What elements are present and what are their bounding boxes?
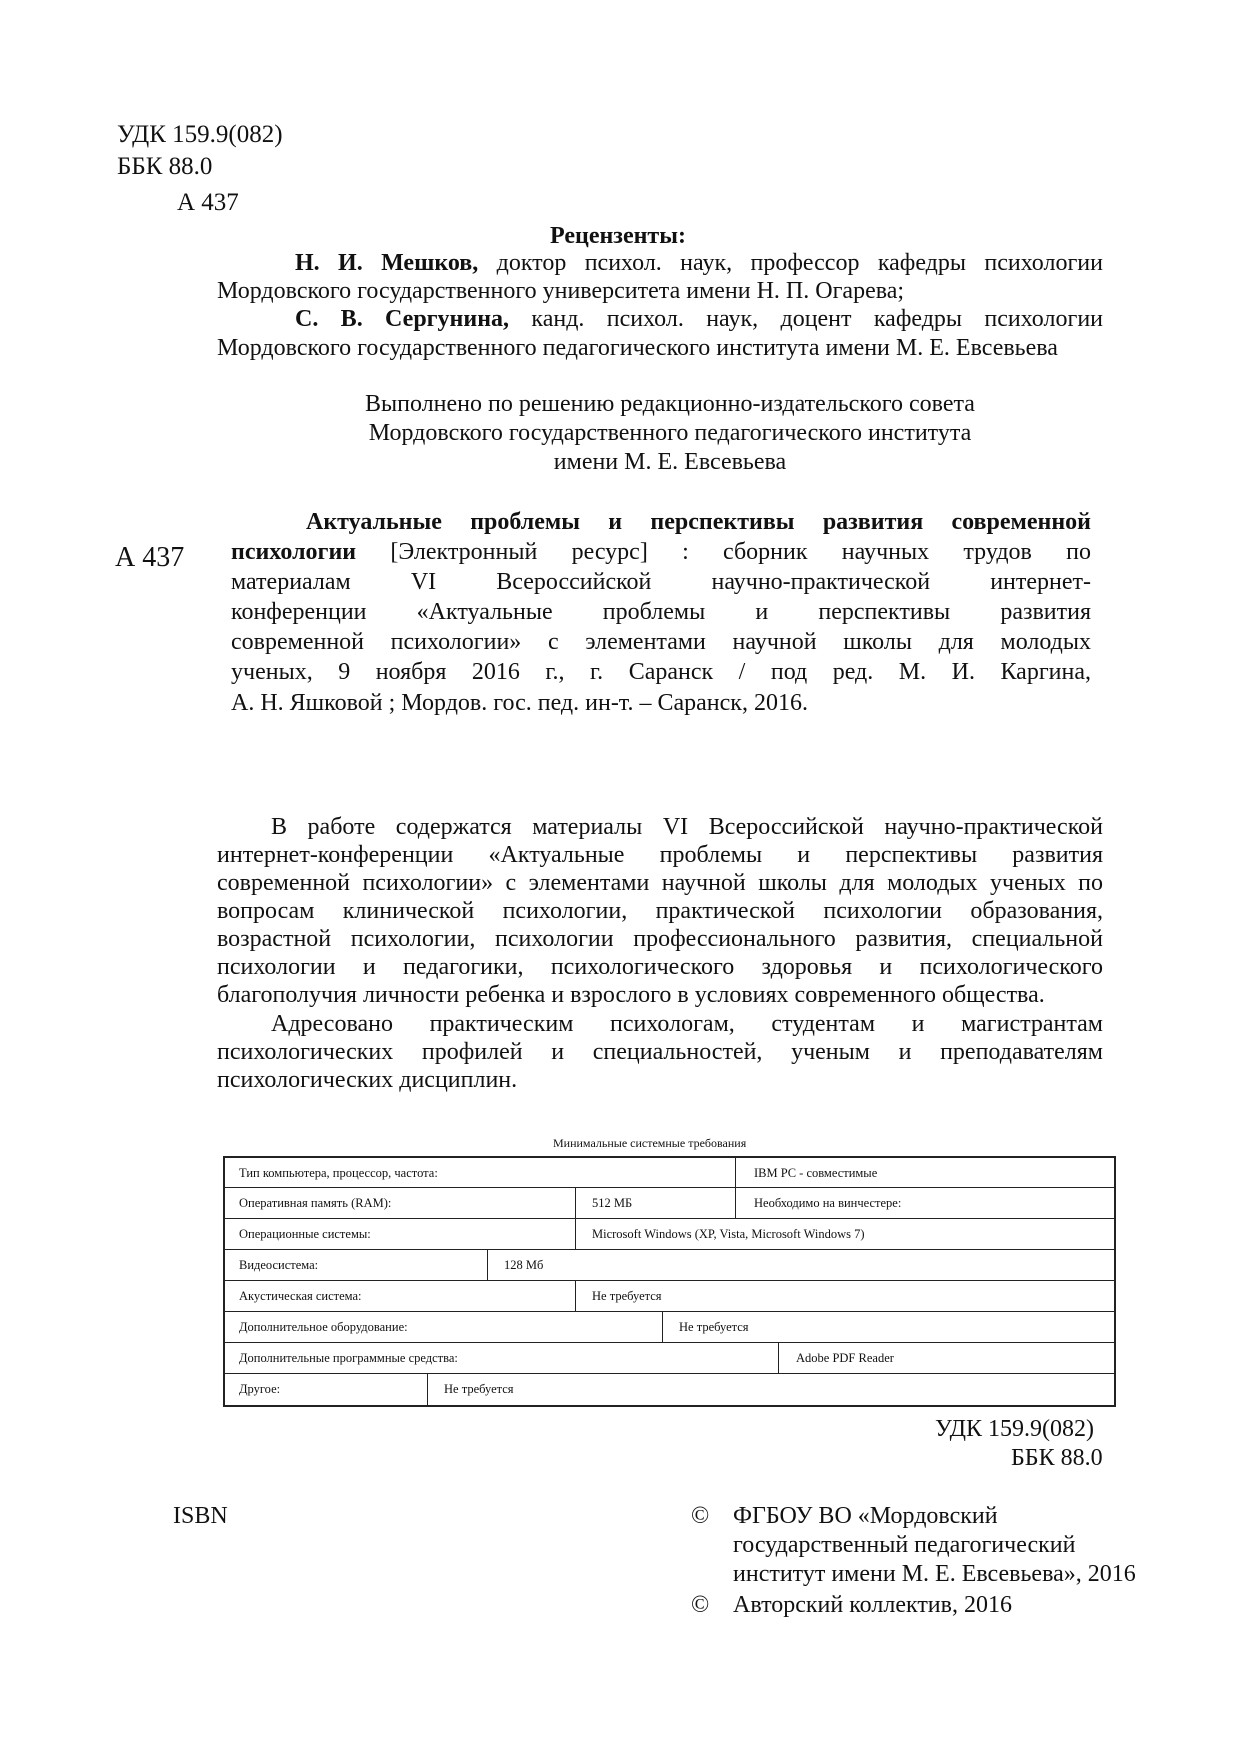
copyright-1-line-1: ФГБОУ ВО «Мордовский xyxy=(733,1503,998,1529)
req-label-disk: Необходимо на винчестере: xyxy=(754,1196,902,1210)
biblio-line-3: материалам VI Всероссийской научно-практической интернет- xyxy=(231,569,1091,595)
copyright-symbol-2: © xyxy=(691,1592,710,1618)
req-label-video: Видеосистема: xyxy=(239,1258,319,1272)
req-label-os: Операционные системы: xyxy=(239,1227,371,1241)
reviewer-2-name: С. В. Сергунина, xyxy=(295,306,510,332)
bbk-code-bottom: ББК 88.0 xyxy=(1011,1445,1103,1471)
annotation-p1-line-7: благополучия личности ребенка и взрослого в условиях современного общества. xyxy=(217,982,1045,1008)
annotation-p1-line-2: интернет-конференции «Актуальные проблемы и перспективы развития xyxy=(217,842,1103,868)
approval-line-3: имени М. Е. Евсевьева xyxy=(553,449,787,475)
req-row-hardware xyxy=(223,1312,1116,1343)
bbk-code: ББК 88.0 xyxy=(117,153,213,180)
reviewers-heading: Рецензенты: xyxy=(550,223,686,249)
biblio-line-4: конференции «Актуальные проблемы и перспективы развития xyxy=(231,599,1091,625)
annotation-p1-line-3: современной психологии» с элементами научной школы для молодых ученых по xyxy=(217,870,1103,896)
req-label-computer: Тип компьютера, процессор, частота: xyxy=(239,1166,438,1180)
req-row-computer xyxy=(223,1156,1116,1188)
biblio-author-mark: А 437 xyxy=(115,542,185,573)
req-row-ram xyxy=(223,1188,1116,1219)
biblio-line-7: А. Н. Яшковой ; Мордов. гос. пед. ин-т. – Саранск, 2016. xyxy=(231,690,808,716)
isbn-label: ISBN xyxy=(173,1503,228,1529)
req-label-other: Другое: xyxy=(239,1382,281,1396)
req-value-ram: 512 МБ xyxy=(592,1196,633,1210)
req-label-audio: Акустическая система: xyxy=(239,1289,362,1303)
reviewer-2-line-1 xyxy=(295,305,1103,334)
req-value-other: Не требуется xyxy=(444,1382,514,1396)
annotation-p2-line-2: психологических профилей и специальностей, ученым и преподавателям xyxy=(217,1039,1103,1065)
annotation-p1-line-5: возрастной психологии, психологии профессионального развития, специальной xyxy=(217,926,1103,952)
copyright-1-line-2: государственный педагогический xyxy=(733,1532,1076,1558)
reviewer-1-name: Н. И. Мешков, xyxy=(295,250,479,276)
copyright-1-line-3: институт имени М. Е. Евсевьева», 2016 xyxy=(733,1561,1136,1587)
copyright-symbol-1: © xyxy=(691,1503,710,1529)
reviewer-1-line-2: Мордовского государственного университета имени Н. П. Огарева; xyxy=(217,278,905,304)
req-label-software: Дополнительные программные средства: xyxy=(239,1351,458,1365)
req-value-audio: Не требуется xyxy=(592,1289,662,1303)
annotation-p2-line-1: Адресовано практическим психологам, студентам и магистрантам xyxy=(271,1011,1103,1037)
req-row-video xyxy=(223,1250,1116,1281)
req-row-other xyxy=(223,1374,1116,1407)
req-label-ram: Оперативная память (RAM): xyxy=(239,1196,392,1210)
biblio-title-line-1: Актуальные проблемы и перспективы развития современной xyxy=(306,509,1091,535)
annotation-p2-line-3: психологических дисциплин. xyxy=(217,1067,518,1093)
req-row-software xyxy=(223,1343,1116,1374)
req-value-computer: IBM PC - совместимые xyxy=(754,1166,878,1180)
req-value-software: Adobe PDF Reader xyxy=(796,1351,894,1365)
biblio-line-6: ученых, 9 ноября 2016 г., г. Саранск / под ред. М. И. Каргина, xyxy=(231,659,1091,685)
udk-code: УДК 159.9(082) xyxy=(117,121,283,148)
approval-line-1: Выполнено по решению редакционно-издательского совета xyxy=(365,391,975,417)
reviewer-2-line-2: Мордовского государственного педагогического института имени М. Е. Евсевьева xyxy=(217,335,1058,361)
biblio-line-5: современной психологии» с элементами научной школы для молодых xyxy=(231,629,1091,655)
req-row-os xyxy=(223,1219,1116,1250)
reviewer-1-title: доктор психол. наук, профессор кафедры психологии xyxy=(496,250,1103,276)
req-value-os: Microsoft Windows (XP, Vista, Microsoft Windows 7) xyxy=(592,1227,865,1241)
biblio-line-2 xyxy=(231,538,1091,567)
approval-line-2: Мордовского государственного педагогического института xyxy=(368,420,972,446)
requirements-caption: Минимальные системные требования xyxy=(553,1136,747,1150)
author-mark: А 437 xyxy=(177,189,239,216)
annotation-p1-line-4: вопросам клинической психологии, практической психологии образования, xyxy=(217,898,1103,924)
annotation-p1-line-6: психологии и педагогики, психологического здоровья и психологического xyxy=(217,954,1103,980)
reviewer-2-title: канд. психол. наук, доцент кафедры психологии xyxy=(531,306,1103,332)
req-label-hardware: Дополнительное оборудование: xyxy=(239,1320,408,1334)
reviewer-1-line-1 xyxy=(295,249,1103,278)
udk-code-bottom: УДК 159.9(082) xyxy=(935,1416,1094,1442)
copyright-2: Авторский коллектив, 2016 xyxy=(733,1592,1012,1618)
annotation-p1-line-1: В работе содержатся материалы VI Всероссийской научно-практической xyxy=(271,814,1103,840)
biblio-title-end: психологии xyxy=(231,539,357,565)
req-value-hardware: Не требуется xyxy=(679,1320,749,1334)
req-value-video: 128 Мб xyxy=(504,1258,544,1272)
req-row-audio xyxy=(223,1281,1116,1312)
biblio-line-2-rest: [Электронный ресурс] : сборник научных трудов по xyxy=(390,539,1091,565)
